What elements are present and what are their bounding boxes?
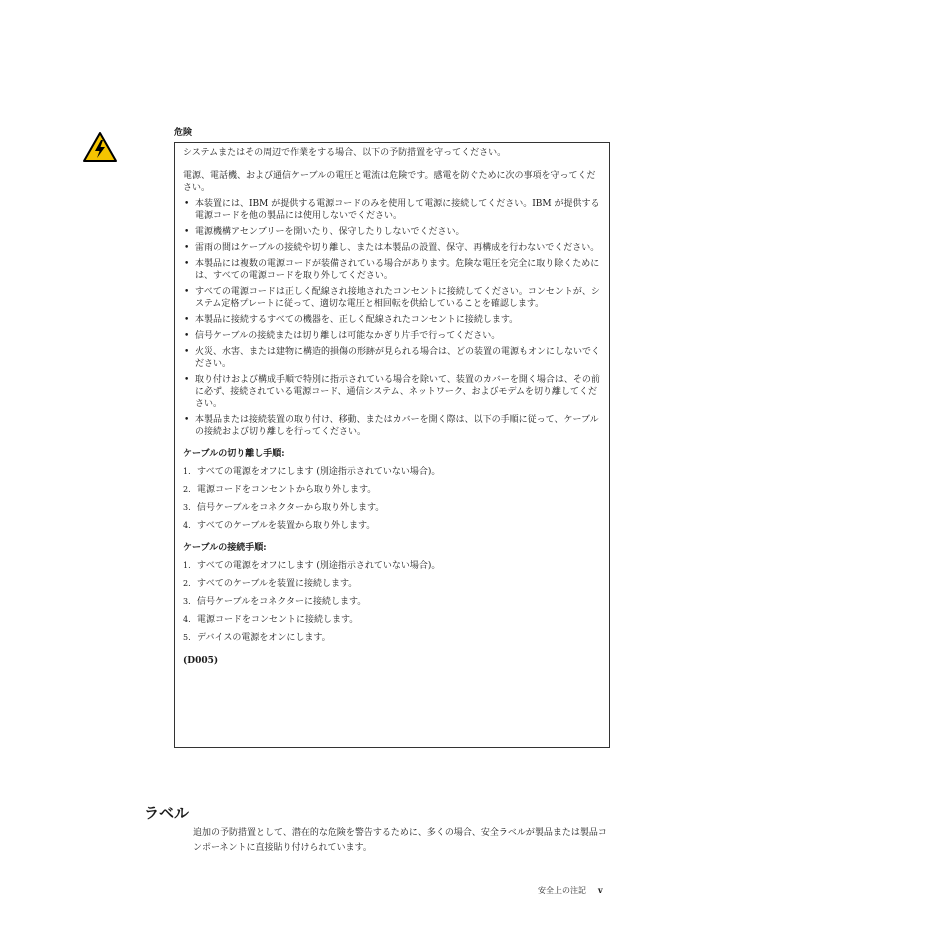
list-item: • 本装置には、IBM が提供する電源コードのみを使用して電源に接続してください。IBM が提供する電源コードを他の製品には使用しないでください。 xyxy=(184,199,600,221)
step-item: 4. 電源コードをコンセントに接続します。 xyxy=(183,615,359,625)
step-item: 5. デバイスの電源をオンにします。 xyxy=(183,633,331,643)
step-item: 3. 信号ケーブルをコネクターに接続します。 xyxy=(183,597,367,607)
list-item: • 取り付けおよび構成手順で特別に指示されている場合を除いて、装置のカバーを開く場合は、その前に必ず、接続されている電源コード、通信システム、ネットワーク、およびモデムを切り離してください。 xyxy=(184,375,600,409)
page-number: v xyxy=(598,885,603,895)
danger-intro: システムまたはその周辺で作業をする場合、以下の予防措置を守ってください。 xyxy=(183,148,507,158)
list-item: • 本製品には複数の電源コードが装備されている場合があります。危険な電圧を完全に取り除くためには、すべての電源コードを取り外してください。 xyxy=(184,259,600,281)
high-voltage-warning-icon xyxy=(82,131,118,163)
list-item: • 信号ケーブルの接続または切り離しは可能なかぎり片手で行ってください。 xyxy=(184,331,501,341)
page-footer xyxy=(538,884,603,897)
step-item: 1. すべての電源をオフにします (別途指示されていない場合)。 xyxy=(183,561,441,571)
danger-label: 危険 xyxy=(174,128,193,138)
precaution-list xyxy=(183,198,601,438)
list-item: • 電源機構アセンブリーを開いたり、保守したりしないでください。 xyxy=(184,227,465,237)
list-item: • 火災、水害、または建物に構造的損傷の形跡が見られる場合は、どの装置の電源もオンにしないでください。 xyxy=(184,347,601,369)
step-item: 3. 信号ケーブルをコネクターから取り外します。 xyxy=(183,503,385,513)
section-body: 追加の予防措置として、潜在的な危険を警告するために、多くの場合、安全ラベルが製品または製品コンポーネントに直接貼り付けられています。 xyxy=(193,828,607,853)
connect-steps xyxy=(183,560,601,644)
list-item: • 本製品または接続装置の取り付け、移動、またはカバーを開く際は、以下の手順に従って、ケーブルの接続および切り離しを行ってください。 xyxy=(184,415,599,437)
step-item: 1. すべての電源をオフにします (別途指示されていない場合)。 xyxy=(183,467,441,477)
disconnect-procedure-title: ケーブルの切り離し手順: xyxy=(183,449,285,459)
danger-notice-box xyxy=(174,142,610,748)
list-item: • 雷雨の間はケーブルの接続や切り離し、または本製品の設置、保守、再構成を行わないでください。 xyxy=(184,243,600,253)
danger-main-text: 電源、電話機、および通信ケーブルの電圧と電流は危険です。感電を防ぐために次の事項を守ってください。 xyxy=(183,171,596,193)
step-item: 2. 電源コードをコンセントから取り外します。 xyxy=(183,485,377,495)
list-item: • すべての電源コードは正しく配線され接地されたコンセントに接続してください。コンセントが、システム定格プレートに従って、適切な電圧と相回転を供給していることを確認します。 xyxy=(184,287,600,309)
list-item: • 本製品に接続するすべての機器を、正しく配線されたコンセントに接続します。 xyxy=(184,315,519,325)
disconnect-steps xyxy=(183,466,601,532)
notice-code: (D005) xyxy=(183,656,219,666)
connect-procedure-title: ケーブルの接続手順: xyxy=(183,543,267,553)
footer-title: 安全上の注記 xyxy=(538,886,586,895)
section-heading: ラベル xyxy=(144,804,190,822)
step-item: 2. すべてのケーブルを装置に接続します。 xyxy=(183,579,358,589)
step-item: 4. すべてのケーブルを装置から取り外します。 xyxy=(183,521,376,531)
